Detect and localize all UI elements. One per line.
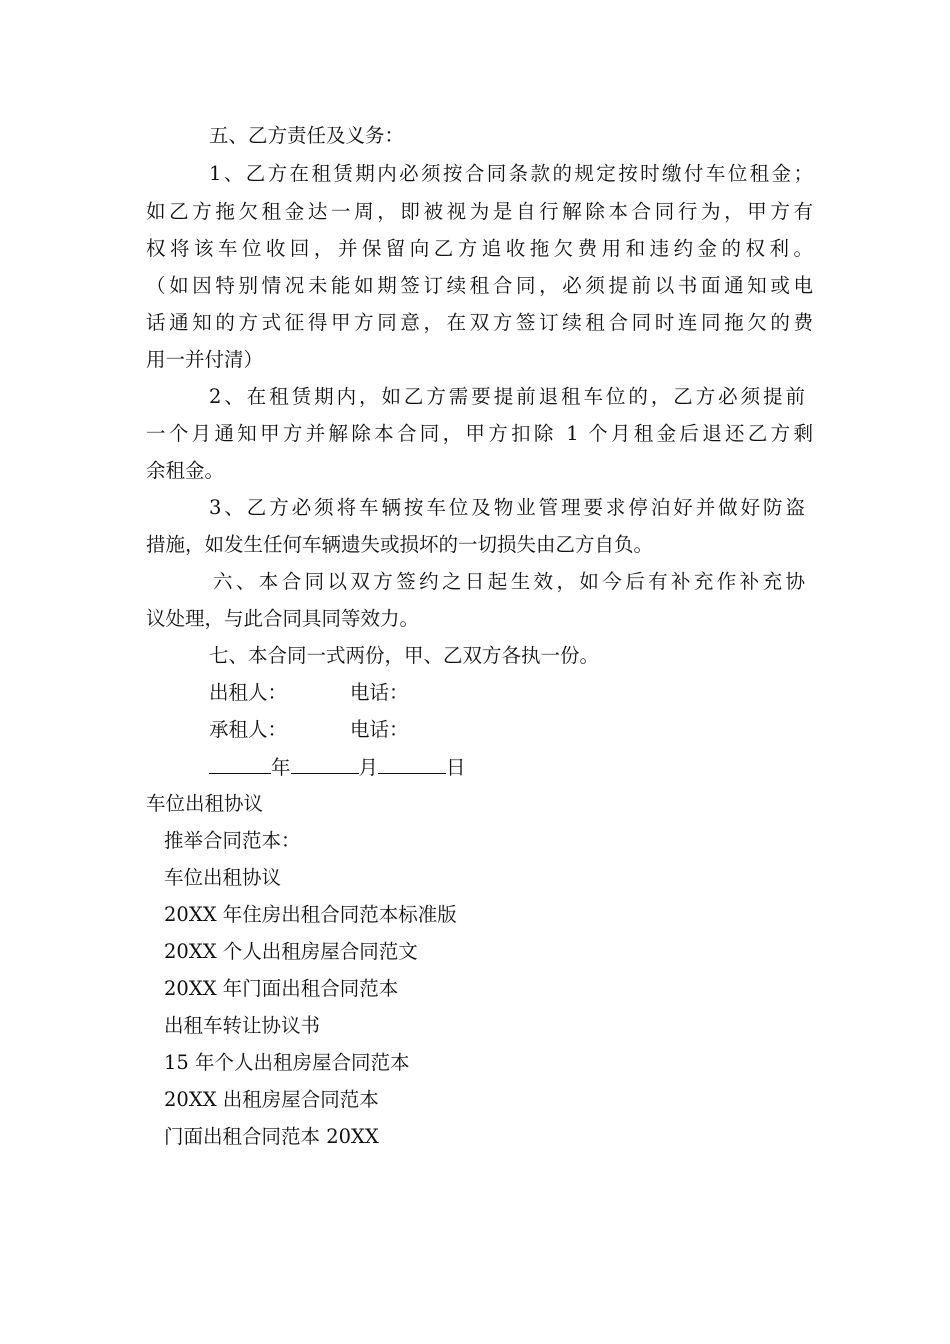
doc-title: 车位出租协议: [146, 792, 264, 815]
year-label: 年: [271, 756, 291, 779]
recommend-heading: 推举合同范本：: [164, 829, 301, 852]
lessee-label: 承租人：: [209, 718, 288, 741]
year-blank: [209, 755, 271, 774]
lessor-label: 出租人：: [209, 681, 288, 704]
recommend-link-7[interactable]: 20XX 出租房屋合同范本: [164, 1088, 379, 1111]
recommend-link-6[interactable]: 15 年个人出租房屋合同范本: [164, 1051, 410, 1074]
section-5-p1-line2: 如乙方拖欠租金达一周，即被视为是自行解除本合同行为，甲方有: [146, 200, 813, 223]
lessee-row: [209, 718, 409, 742]
day-label: 日: [446, 756, 466, 779]
section-5-p1-line4: （如因特别情况未能如期签订续租合同，必须提前以书面通知或电: [146, 274, 813, 297]
recommend-link-3[interactable]: 20XX 个人出租房屋合同范文: [164, 940, 418, 963]
section-6-line2: 议处理，与此合同具同等效力。: [146, 607, 420, 630]
section-5-p1-line6: 用一并付清）: [146, 348, 264, 371]
section-5-p1-line3: 权将该车位收回，并保留向乙方追收拖欠费用和违约金的权利。: [146, 237, 813, 260]
section-5-title: 五、乙方责任及义务：: [209, 124, 405, 147]
section-5-p2-line2: 一个月通知甲方并解除本合同，甲方扣除 1 个月租金后退还乙方剩: [146, 422, 813, 445]
month-blank: [291, 755, 359, 774]
recommend-link-1[interactable]: 车位出租协议: [164, 866, 282, 889]
section-5-p1-line5: 话通知的方式征得甲方同意，在双方签订续租合同时连同拖欠的费: [146, 311, 813, 334]
section-5-p2-line1: 2、在租赁期内，如乙方需要提前退租车位的，乙方必须提前: [209, 385, 805, 408]
section-5-p1-line1: 1、乙方在租赁期内必须按合同条款的规定按时缴付车位租金；: [209, 162, 813, 185]
section-6-line1: 六、本合同以双方签约之日起生效，如今后有补充作补充协: [213, 570, 805, 593]
recommend-link-2[interactable]: 20XX 年住房出租合同范本标准版: [164, 903, 457, 926]
section-5-p3-line2: 措施，如发生任何车辆遗失或损坏的一切损失由乙方自负。: [146, 533, 654, 556]
section-7: 七、本合同一式两份，甲、乙双方各执一份。: [209, 644, 600, 667]
lessor-phone-label: 电话：: [350, 681, 409, 704]
day-blank: [378, 755, 446, 774]
lessor-row: [209, 681, 409, 705]
section-5-p3-line1: 3、乙方必须将车辆按车位及物业管理要求停泊好并做好防盗: [209, 496, 805, 519]
recommend-link-8[interactable]: 门面出租合同范本 20XX: [164, 1125, 379, 1148]
recommend-link-5[interactable]: 出租车转让协议书: [164, 1014, 321, 1037]
month-label: 月: [358, 756, 379, 779]
date-row: [209, 755, 466, 780]
section-5-p2-line3: 余租金。: [146, 459, 225, 482]
recommend-link-4[interactable]: 20XX 年门面出租合同范本: [164, 977, 399, 1000]
lessee-phone-label: 电话：: [350, 718, 409, 741]
